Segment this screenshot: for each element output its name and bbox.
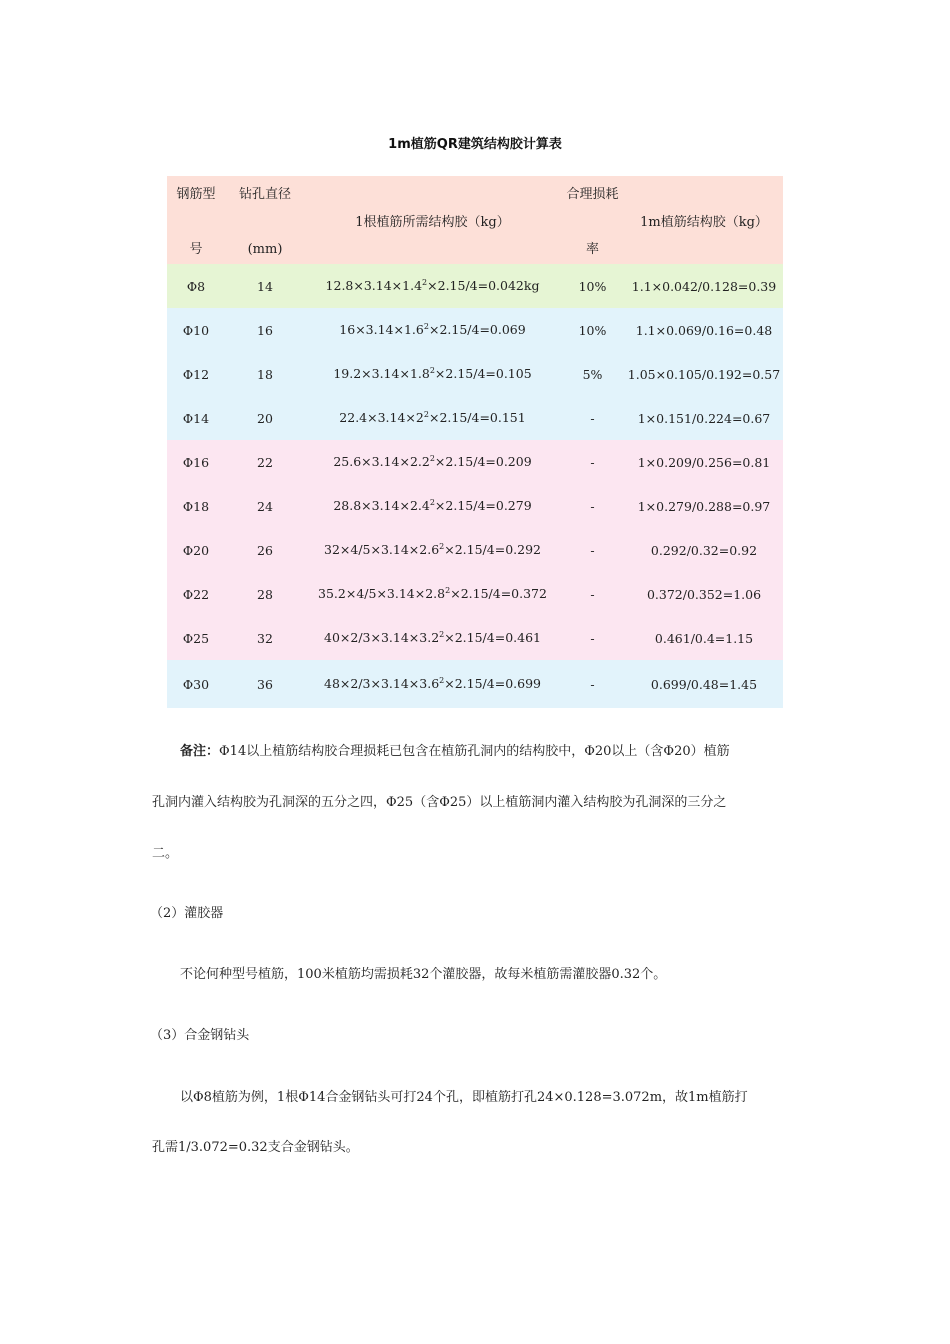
superscript-square: 2	[423, 410, 429, 420]
header-rebar-model: 钢筋型 号	[167, 176, 225, 264]
cell-drill-diameter: 20	[225, 396, 305, 440]
calc-formula-result: ×2.15/4=0.069	[428, 322, 526, 338]
calc-formula-part: 40×2/3×3.14×3.2	[324, 630, 440, 646]
cell-loss-rate: -	[560, 528, 625, 572]
note-text-1: Φ14以上植筋结构胶合理损耗已包含在植筋孔洞内的结构胶中，Φ20以上（含Φ20）植筋	[219, 744, 730, 759]
cell-glue-per-meter: 0.372/0.352=1.06	[625, 572, 783, 616]
calc-formula-part: 25.6×3.14×2.2	[333, 454, 430, 470]
note-line-3: 二。	[152, 846, 179, 861]
calc-formula-part: 35.2×4/5×3.14×2.8	[318, 586, 446, 602]
calc-formula-result: ×2.15/4=0.372	[450, 586, 547, 602]
cell-rebar-model: Φ12	[167, 352, 225, 396]
table-row	[167, 352, 783, 396]
cell-glue-per-meter: 1×0.279/0.288=0.97	[625, 484, 783, 528]
cell-glue-per-bar	[305, 572, 560, 616]
cell-rebar-model: Φ30	[167, 660, 225, 708]
calc-formula-result: ×2.15/4=0.105	[434, 366, 532, 382]
cell-loss-rate: -	[560, 396, 625, 440]
cell-glue-per-meter: 1.05×0.105/0.192=0.57	[625, 352, 783, 396]
cell-glue-per-meter: 1.1×0.069/0.16=0.48	[625, 308, 783, 352]
calc-formula-result: ×2.15/4=0.292	[444, 542, 541, 558]
calc-formula-part: 48×2/3×3.14×3.6	[324, 676, 440, 692]
cell-loss-rate: -	[560, 440, 625, 484]
cell-drill-diameter: 26	[225, 528, 305, 572]
cell-rebar-model: Φ10	[167, 308, 225, 352]
superscript-square: 2	[439, 676, 445, 686]
cell-loss-rate: -	[560, 484, 625, 528]
table-row	[167, 264, 783, 308]
cell-glue-per-meter: 0.461/0.4=1.15	[625, 616, 783, 660]
cell-drill-diameter: 14	[225, 264, 305, 308]
cell-drill-diameter: 24	[225, 484, 305, 528]
header-glue-per-meter: 1m植筋结构胶（kg）	[625, 176, 783, 264]
cell-glue-per-meter: 0.292/0.32=0.92	[625, 528, 783, 572]
cell-drill-diameter: 28	[225, 572, 305, 616]
cell-glue-per-meter: 1×0.209/0.256=0.81	[625, 440, 783, 484]
cell-drill-diameter: 22	[225, 440, 305, 484]
cell-drill-diameter: 18	[225, 352, 305, 396]
cell-loss-rate: 10%	[560, 264, 625, 308]
cell-rebar-model: Φ14	[167, 396, 225, 440]
calc-formula-result: ×2.15/4=0.151	[428, 410, 526, 426]
superscript-square: 2	[422, 278, 428, 288]
section2-text: 不论何种型号植筋，100米植筋均需损耗32个灌胶器，故每米植筋需灌胶器0.32个。	[180, 967, 667, 982]
section3-text-1: 以Φ8植筋为例，1根Φ14合金钢钻头可打24个孔，即植筋打孔24×0.128=3.072m，故1m植筋打	[180, 1090, 748, 1105]
cell-glue-per-bar	[305, 484, 560, 528]
calc-formula-result: ×2.15/4=0.042kg	[427, 278, 540, 294]
cell-glue-per-bar	[305, 440, 560, 484]
table-row	[167, 308, 783, 352]
superscript-square: 2	[445, 586, 451, 596]
section2-heading: （2）灌胶器	[150, 906, 224, 921]
cell-glue-per-bar	[305, 308, 560, 352]
cell-loss-rate: 10%	[560, 308, 625, 352]
cell-loss-rate: 5%	[560, 352, 625, 396]
section3-heading: （3）合金钢钻头	[150, 1028, 250, 1043]
cell-glue-per-meter: 0.699/0.48=1.45	[625, 660, 783, 708]
cell-loss-rate: -	[560, 616, 625, 660]
cell-drill-diameter: 16	[225, 308, 305, 352]
note-label: 备注：	[180, 744, 220, 759]
cell-glue-per-bar	[305, 660, 560, 708]
cell-rebar-model: Φ25	[167, 616, 225, 660]
cell-glue-per-meter: 1.1×0.042/0.128=0.39	[625, 264, 783, 308]
cell-glue-per-bar	[305, 528, 560, 572]
superscript-square: 2	[429, 454, 435, 464]
page-title: 1m植筋QR建筑结构胶计算表	[388, 137, 562, 152]
header-drill-diameter: 钻孔直径 (mm)	[225, 176, 305, 264]
calc-formula-part: 22.4×3.14×2	[339, 410, 424, 426]
cell-rebar-model: Φ22	[167, 572, 225, 616]
calc-formula-part: 12.8×3.14×1.4	[325, 278, 423, 294]
cell-loss-rate: -	[560, 660, 625, 708]
calc-formula-part: 32×4/5×3.14×2.6	[324, 542, 440, 558]
glue-calculation-table	[167, 176, 783, 708]
table-header-row	[167, 176, 783, 264]
cell-glue-per-bar	[305, 352, 560, 396]
table-row	[167, 440, 783, 484]
cell-rebar-model: Φ16	[167, 440, 225, 484]
table-row	[167, 660, 783, 708]
superscript-square: 2	[429, 498, 435, 508]
superscript-square: 2	[423, 322, 429, 332]
calc-formula-part: 28.8×3.14×2.4	[333, 498, 430, 514]
cell-rebar-model: Φ18	[167, 484, 225, 528]
superscript-square: 2	[439, 542, 445, 552]
cell-drill-diameter: 36	[225, 660, 305, 708]
table-row	[167, 572, 783, 616]
calc-formula-result: ×2.15/4=0.209	[434, 454, 532, 470]
table-row	[167, 396, 783, 440]
calc-formula-result: ×2.15/4=0.699	[444, 676, 541, 692]
calc-formula-part: 16×3.14×1.6	[339, 322, 424, 338]
table-row	[167, 528, 783, 572]
calc-formula-result: ×2.15/4=0.279	[434, 498, 532, 514]
header-glue-per-bar: 1根植筋所需结构胶（kg）	[305, 176, 560, 264]
section3-text-2: 孔需1/3.072=0.32支合金钢钻头。	[152, 1140, 359, 1155]
cell-drill-diameter: 32	[225, 616, 305, 660]
cell-glue-per-bar	[305, 264, 560, 308]
cell-glue-per-bar	[305, 396, 560, 440]
superscript-square: 2	[439, 630, 445, 640]
note-line-2: 孔洞内灌入结构胶为孔洞深的五分之四，Φ25（含Φ25）以上植筋洞内灌入结构胶为孔洞深的三分之	[152, 795, 727, 810]
cell-rebar-model: Φ20	[167, 528, 225, 572]
table-row	[167, 616, 783, 660]
cell-loss-rate: -	[560, 572, 625, 616]
calc-formula-result: ×2.15/4=0.461	[444, 630, 541, 646]
table-row	[167, 484, 783, 528]
superscript-square: 2	[429, 366, 435, 376]
header-loss-rate: 合理损耗 率	[560, 176, 625, 264]
cell-rebar-model: Φ8	[167, 264, 225, 308]
note-line-1	[180, 740, 730, 759]
cell-glue-per-meter: 1×0.151/0.224=0.67	[625, 396, 783, 440]
cell-glue-per-bar	[305, 616, 560, 660]
calc-formula-part: 19.2×3.14×1.8	[333, 366, 430, 382]
